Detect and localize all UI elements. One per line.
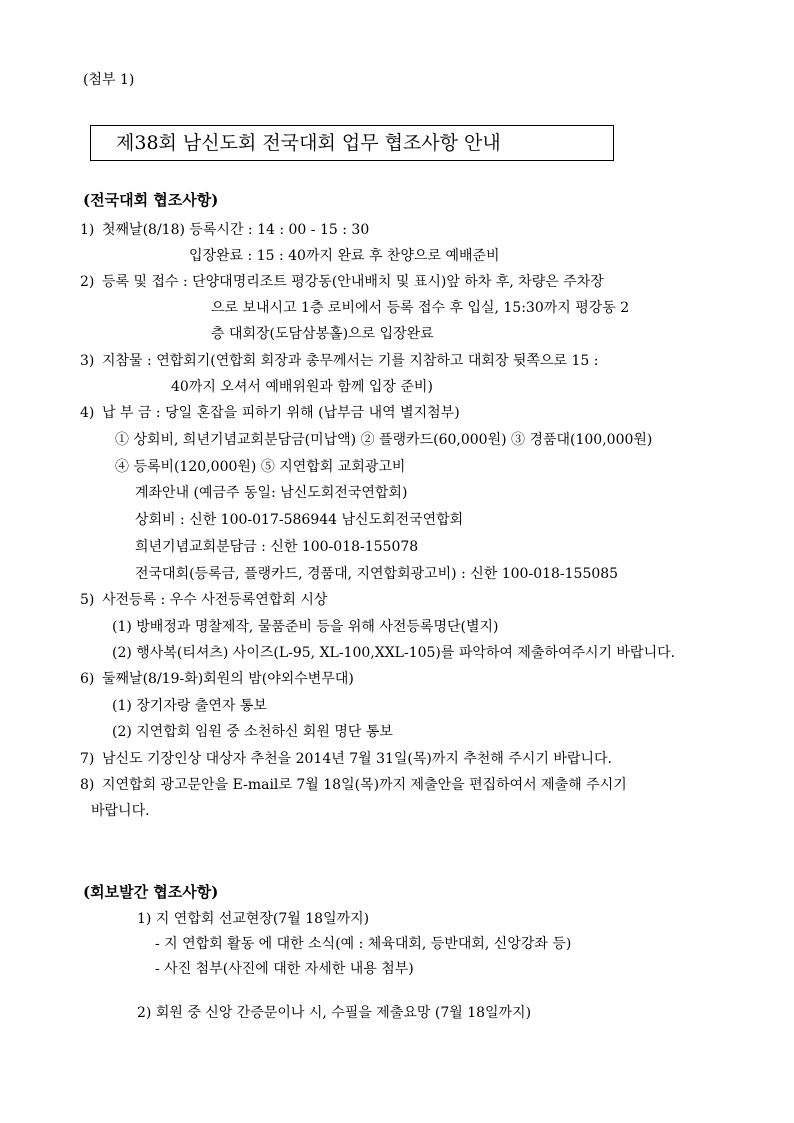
item5-line3: (2) 행사복(티셔츠) 사이즈(L-95, XL-100,XXL-105)를 파악하여 제출하여주시기 바랍니다.: [112, 645, 676, 661]
item-number: 3): [80, 353, 95, 369]
page-title: 제38회 남신도회 전국대회 업무 협조사항 안내: [116, 132, 501, 154]
item3-line2: 40까지 오셔서 예배위원과 함께 입장 준비): [171, 379, 433, 395]
item2-line1: 등록 및 접수 : 단양대명리조트 평강동(안내배치 및 표시)앞 하차 후, 차량은 주차장: [102, 274, 604, 290]
item4-line3: ④ 등록비(120,000원) ⑤ 지연합회 교회광고비: [115, 459, 406, 475]
item4-line4: 계좌안내 (예금주 동일: 남신도회전국연합회): [135, 485, 408, 501]
item-number: 7): [80, 751, 95, 767]
item1-line2: 입장완료 : 15 : 40까지 완료 후 찬양으로 예배준비: [189, 248, 500, 264]
item1-line1: 첫째날(8/18) 등록시간 : 14 : 00 - 15 : 30: [102, 222, 370, 238]
section-heading-newsletter: (회보발간 협조사항): [83, 883, 219, 901]
section-heading-conference: (전국대회 협조사항): [83, 191, 219, 209]
item8-line1: 지연합회 광고문안을 E-mail로 7월 18일(목)까지 제출안을 편집하여서 제출해 주시기: [102, 777, 627, 793]
item4-line2: ① 상회비, 희년기념교회분담금(미납액) ② 플랭카드(60,000원) ③ 경품대(100,000원): [115, 432, 653, 448]
item2-line3: 층 대회장(도담삼봉홀)으로 입장완료: [211, 326, 434, 342]
newsletter-item1: 1) 지 연합회 선교현장(7월 18일까지): [137, 911, 370, 927]
item-number: 2): [80, 274, 95, 290]
newsletter-item2: 2) 회원 중 신앙 간증문이나 시, 수필을 제출요망 (7월 18일까지): [137, 1005, 532, 1021]
newsletter-item1-sub2: - 사진 첨부(사진에 대한 자세한 내용 첨부): [155, 961, 414, 977]
item-number: 4): [80, 405, 95, 421]
attachment-label: (첨부 1): [83, 72, 135, 88]
item2-line2: 으로 보내시고 1층 로비에서 등록 접수 후 입실, 15:30까지 평강동 2: [211, 300, 630, 316]
item4-line7: 전국대회(등록금, 플랭카드, 경품대, 지연합회광고비) : 신한 100-018-155085: [135, 566, 619, 582]
item3-line1: 지참물 : 연합회기(연합회 회장과 총무께서는 기를 지참하고 대회장 뒷쪽으로 15 :: [102, 353, 599, 369]
item6-line2: (1) 장기자랑 출연자 통보: [112, 698, 267, 714]
item4-line5: 상회비 : 신한 100-017-586944 남신도회전국연합회: [135, 512, 464, 528]
item8-line2: 바랍니다.: [91, 803, 150, 819]
item4-line6: 희년기념교회분담금 : 신한 100-018-155078: [135, 539, 419, 555]
item6-line1: 둘째날(8/19-화)회원의 밤(야외수변무대): [102, 671, 354, 687]
item6-line3: (2) 지연합회 임원 중 소천하신 회원 명단 통보: [112, 724, 393, 740]
item-number: 5): [80, 592, 95, 608]
item7-line1: 남신도 기장인상 대상자 추천을 2014년 7월 31일(목)까지 추천해 주시기 바랍니다.: [102, 751, 612, 767]
item-number: 6): [80, 671, 95, 687]
item5-line2: (1) 방배정과 명찰제작, 물품준비 등을 위해 사전등록명단(별지): [112, 619, 499, 635]
item5-line1: 사전등록 : 우수 사전등록연합회 시상: [102, 592, 328, 608]
item-number: 1): [80, 222, 95, 238]
newsletter-item1-sub1: - 지 연합회 활동 에 대한 소식(예 : 체육대회, 등반대회, 신앙강좌 등): [155, 936, 572, 952]
item-number: 8): [80, 777, 95, 793]
item4-line1: 납 부 금 : 당일 혼잡을 피하기 위해 (납부금 내역 별지첨부): [102, 405, 460, 421]
